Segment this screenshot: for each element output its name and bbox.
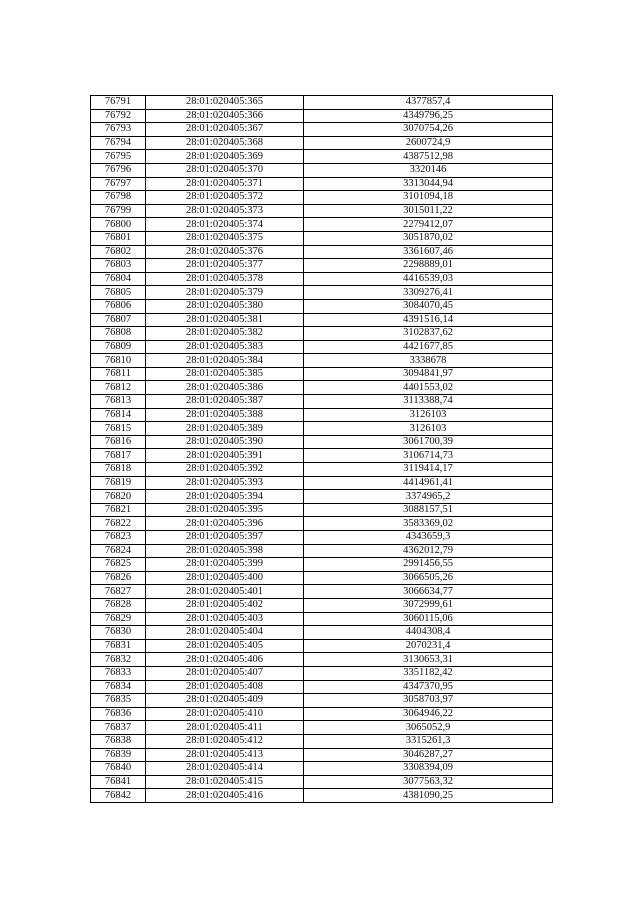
row-number-cell: 76819 (91, 476, 146, 490)
table-row (91, 789, 553, 803)
cadastral-value-cell: 2600724,9 (304, 136, 553, 150)
row-number-cell: 76828 (91, 598, 146, 612)
cadastral-number-cell: 28:01:020405:408 (146, 680, 304, 694)
cadastral-number-cell: 28:01:020405:383 (146, 340, 304, 354)
row-number-cell: 76834 (91, 680, 146, 694)
cadastral-value-cell: 3088157,51 (304, 503, 553, 517)
row-number-cell: 76795 (91, 150, 146, 164)
cadastral-number-cell: 28:01:020405:375 (146, 231, 304, 245)
table-row (91, 96, 553, 110)
table-row (91, 531, 553, 545)
table-row (91, 558, 553, 572)
table-row (91, 109, 553, 123)
cadastral-value-cell: 3126103 (304, 422, 553, 436)
cadastral-value-cell: 3119414,17 (304, 463, 553, 477)
cadastral-number-cell: 28:01:020405:380 (146, 299, 304, 313)
cadastral-value-cell: 3309276,41 (304, 286, 553, 300)
cadastral-value-cell: 3313044,94 (304, 177, 553, 191)
row-number-cell: 76810 (91, 354, 146, 368)
table-row (91, 381, 553, 395)
row-number-cell: 76835 (91, 694, 146, 708)
cadastral-number-cell: 28:01:020405:389 (146, 422, 304, 436)
cadastral-number-cell: 28:01:020405:376 (146, 245, 304, 259)
row-number-cell: 76833 (91, 666, 146, 680)
cadastral-number-cell: 28:01:020405:409 (146, 694, 304, 708)
row-number-cell: 76824 (91, 544, 146, 558)
cadastral-value-cell: 3070754,26 (304, 123, 553, 137)
table-row (91, 123, 553, 137)
table-row (91, 204, 553, 218)
cadastral-value-table (90, 95, 553, 803)
cadastral-number-cell: 28:01:020405:394 (146, 490, 304, 504)
row-number-cell: 76821 (91, 503, 146, 517)
table-row (91, 395, 553, 409)
row-number-cell: 76807 (91, 313, 146, 327)
cadastral-value-cell: 3374965,2 (304, 490, 553, 504)
table-row (91, 490, 553, 504)
cadastral-value-cell: 3113388,74 (304, 395, 553, 409)
cadastral-number-cell: 28:01:020405:379 (146, 286, 304, 300)
table-row (91, 612, 553, 626)
cadastral-number-cell: 28:01:020405:410 (146, 707, 304, 721)
cadastral-number-cell: 28:01:020405:373 (146, 204, 304, 218)
table-row (91, 571, 553, 585)
cadastral-number-cell: 28:01:020405:398 (146, 544, 304, 558)
cadastral-value-cell: 2279412,07 (304, 218, 553, 232)
row-number-cell: 76800 (91, 218, 146, 232)
row-number-cell: 76796 (91, 163, 146, 177)
cadastral-number-cell: 28:01:020405:377 (146, 259, 304, 273)
row-number-cell: 76812 (91, 381, 146, 395)
cadastral-value-cell: 2298889,01 (304, 259, 553, 273)
cadastral-value-cell: 3094841,97 (304, 367, 553, 381)
cadastral-value-cell: 3101094,18 (304, 191, 553, 205)
table-row (91, 354, 553, 368)
row-number-cell: 76814 (91, 408, 146, 422)
table-row (91, 408, 553, 422)
row-number-cell: 76811 (91, 367, 146, 381)
cadastral-number-cell: 28:01:020405:402 (146, 598, 304, 612)
cadastral-value-cell: 3130653,31 (304, 653, 553, 667)
row-number-cell: 76792 (91, 109, 146, 123)
cadastral-value-cell: 3361607,46 (304, 245, 553, 259)
cadastral-number-cell: 28:01:020405:386 (146, 381, 304, 395)
cadastral-number-cell: 28:01:020405:411 (146, 721, 304, 735)
cadastral-number-cell: 28:01:020405:370 (146, 163, 304, 177)
cadastral-value-cell: 2991456,55 (304, 558, 553, 572)
cadastral-number-cell: 28:01:020405:366 (146, 109, 304, 123)
cadastral-value-cell: 4387512,98 (304, 150, 553, 164)
cadastral-number-cell: 28:01:020405:407 (146, 666, 304, 680)
row-number-cell: 76826 (91, 571, 146, 585)
row-number-cell: 76823 (91, 531, 146, 545)
row-number-cell: 76818 (91, 463, 146, 477)
cadastral-value-cell: 3058703,97 (304, 694, 553, 708)
cadastral-number-cell: 28:01:020405:388 (146, 408, 304, 422)
cadastral-value-cell: 4362012,79 (304, 544, 553, 558)
row-number-cell: 76799 (91, 204, 146, 218)
row-number-cell: 76813 (91, 395, 146, 409)
cadastral-number-cell: 28:01:020405:365 (146, 96, 304, 110)
cadastral-value-cell: 3351182,42 (304, 666, 553, 680)
row-number-cell: 76840 (91, 762, 146, 776)
row-number-cell: 76842 (91, 789, 146, 803)
table-row (91, 163, 553, 177)
cadastral-value-cell: 4416539,03 (304, 272, 553, 286)
cadastral-number-cell: 28:01:020405:392 (146, 463, 304, 477)
row-number-cell: 76836 (91, 707, 146, 721)
table-row (91, 463, 553, 477)
row-number-cell: 76820 (91, 490, 146, 504)
cadastral-value-cell: 3066634,77 (304, 585, 553, 599)
table-row (91, 639, 553, 653)
row-number-cell: 76801 (91, 231, 146, 245)
row-number-cell: 76806 (91, 299, 146, 313)
table-row (91, 150, 553, 164)
row-number-cell: 76804 (91, 272, 146, 286)
table-row (91, 626, 553, 640)
table-row (91, 218, 553, 232)
cadastral-number-cell: 28:01:020405:385 (146, 367, 304, 381)
cadastral-value-cell: 4421677,85 (304, 340, 553, 354)
table-row (91, 680, 553, 694)
table-row (91, 503, 553, 517)
table-row (91, 136, 553, 150)
row-number-cell: 76837 (91, 721, 146, 735)
cadastral-value-cell: 3061700,39 (304, 435, 553, 449)
cadastral-value-cell: 4347370,95 (304, 680, 553, 694)
row-number-cell: 76802 (91, 245, 146, 259)
row-number-cell: 76825 (91, 558, 146, 572)
table-row (91, 259, 553, 273)
cadastral-number-cell: 28:01:020405:382 (146, 327, 304, 341)
cadastral-value-cell: 3046287,27 (304, 748, 553, 762)
row-number-cell: 76805 (91, 286, 146, 300)
table-row (91, 666, 553, 680)
cadastral-value-cell: 3051870,02 (304, 231, 553, 245)
cadastral-value-cell: 3015011,22 (304, 204, 553, 218)
table-body (91, 96, 553, 803)
cadastral-value-cell: 3583369,02 (304, 517, 553, 531)
table-row (91, 775, 553, 789)
row-number-cell: 76822 (91, 517, 146, 531)
cadastral-number-cell: 28:01:020405:400 (146, 571, 304, 585)
table-row (91, 177, 553, 191)
cadastral-number-cell: 28:01:020405:393 (146, 476, 304, 490)
table-row (91, 694, 553, 708)
cadastral-number-cell: 28:01:020405:381 (146, 313, 304, 327)
cadastral-number-cell: 28:01:020405:378 (146, 272, 304, 286)
table-row (91, 435, 553, 449)
row-number-cell: 76831 (91, 639, 146, 653)
table-row (91, 422, 553, 436)
cadastral-number-cell: 28:01:020405:399 (146, 558, 304, 572)
cadastral-value-cell: 3338678 (304, 354, 553, 368)
cadastral-value-cell: 3066505,26 (304, 571, 553, 585)
cadastral-value-cell: 2070231,4 (304, 639, 553, 653)
row-number-cell: 76798 (91, 191, 146, 205)
table-row (91, 476, 553, 490)
table-row (91, 653, 553, 667)
cadastral-number-cell: 28:01:020405:384 (146, 354, 304, 368)
row-number-cell: 76829 (91, 612, 146, 626)
cadastral-value-cell: 3084070,45 (304, 299, 553, 313)
table-row (91, 313, 553, 327)
cadastral-value-cell: 3308394,09 (304, 762, 553, 776)
table-row (91, 245, 553, 259)
cadastral-number-cell: 28:01:020405:406 (146, 653, 304, 667)
cadastral-value-cell: 4401553,02 (304, 381, 553, 395)
cadastral-value-cell: 3106714,73 (304, 449, 553, 463)
table-row (91, 721, 553, 735)
cadastral-number-cell: 28:01:020405:374 (146, 218, 304, 232)
row-number-cell: 76839 (91, 748, 146, 762)
cadastral-number-cell: 28:01:020405:390 (146, 435, 304, 449)
table-row (91, 544, 553, 558)
cadastral-value-cell: 3315261,3 (304, 734, 553, 748)
row-number-cell: 76797 (91, 177, 146, 191)
table-row (91, 367, 553, 381)
cadastral-number-cell: 28:01:020405:387 (146, 395, 304, 409)
row-number-cell: 76794 (91, 136, 146, 150)
table-row (91, 191, 553, 205)
cadastral-value-cell: 4343659,3 (304, 531, 553, 545)
cadastral-number-cell: 28:01:020405:397 (146, 531, 304, 545)
row-number-cell: 76809 (91, 340, 146, 354)
row-number-cell: 76793 (91, 123, 146, 137)
cadastral-value-cell: 4391516,14 (304, 313, 553, 327)
cadastral-number-cell: 28:01:020405:367 (146, 123, 304, 137)
table-row (91, 340, 553, 354)
cadastral-value-cell: 4404308,4 (304, 626, 553, 640)
cadastral-number-cell: 28:01:020405:396 (146, 517, 304, 531)
table-row (91, 286, 553, 300)
cadastral-number-cell: 28:01:020405:412 (146, 734, 304, 748)
cadastral-number-cell: 28:01:020405:413 (146, 748, 304, 762)
table-row (91, 748, 553, 762)
row-number-cell: 76816 (91, 435, 146, 449)
table-row (91, 585, 553, 599)
cadastral-number-cell: 28:01:020405:414 (146, 762, 304, 776)
row-number-cell: 76815 (91, 422, 146, 436)
row-number-cell: 76803 (91, 259, 146, 273)
row-number-cell: 76827 (91, 585, 146, 599)
cadastral-value-cell: 3072999,61 (304, 598, 553, 612)
cadastral-value-cell: 3064946,22 (304, 707, 553, 721)
cadastral-value-cell: 3126103 (304, 408, 553, 422)
cadastral-value-cell: 4349796,25 (304, 109, 553, 123)
table-row (91, 327, 553, 341)
cadastral-number-cell: 28:01:020405:403 (146, 612, 304, 626)
cadastral-value-cell: 3102837,62 (304, 327, 553, 341)
table-row (91, 449, 553, 463)
table-row (91, 517, 553, 531)
cadastral-value-cell: 3060115,06 (304, 612, 553, 626)
cadastral-value-cell: 4381090,25 (304, 789, 553, 803)
cadastral-value-cell: 3065052,9 (304, 721, 553, 735)
table-row (91, 598, 553, 612)
cadastral-number-cell: 28:01:020405:371 (146, 177, 304, 191)
row-number-cell: 76808 (91, 327, 146, 341)
table-row (91, 299, 553, 313)
cadastral-number-cell: 28:01:020405:404 (146, 626, 304, 640)
cadastral-number-cell: 28:01:020405:372 (146, 191, 304, 205)
row-number-cell: 76841 (91, 775, 146, 789)
table-row (91, 231, 553, 245)
cadastral-value-cell: 4414961,41 (304, 476, 553, 490)
cadastral-number-cell: 28:01:020405:395 (146, 503, 304, 517)
row-number-cell: 76817 (91, 449, 146, 463)
cadastral-number-cell: 28:01:020405:415 (146, 775, 304, 789)
cadastral-number-cell: 28:01:020405:416 (146, 789, 304, 803)
cadastral-value-cell: 4377857,4 (304, 96, 553, 110)
table-row (91, 734, 553, 748)
table-row (91, 762, 553, 776)
row-number-cell: 76838 (91, 734, 146, 748)
row-number-cell: 76830 (91, 626, 146, 640)
cadastral-number-cell: 28:01:020405:405 (146, 639, 304, 653)
cadastral-number-cell: 28:01:020405:368 (146, 136, 304, 150)
cadastral-number-cell: 28:01:020405:401 (146, 585, 304, 599)
table-row (91, 707, 553, 721)
row-number-cell: 76791 (91, 96, 146, 110)
table-row (91, 272, 553, 286)
cadastral-number-cell: 28:01:020405:369 (146, 150, 304, 164)
cadastral-value-cell: 3077563,32 (304, 775, 553, 789)
row-number-cell: 76832 (91, 653, 146, 667)
cadastral-number-cell: 28:01:020405:391 (146, 449, 304, 463)
cadastral-value-cell: 3320146 (304, 163, 553, 177)
